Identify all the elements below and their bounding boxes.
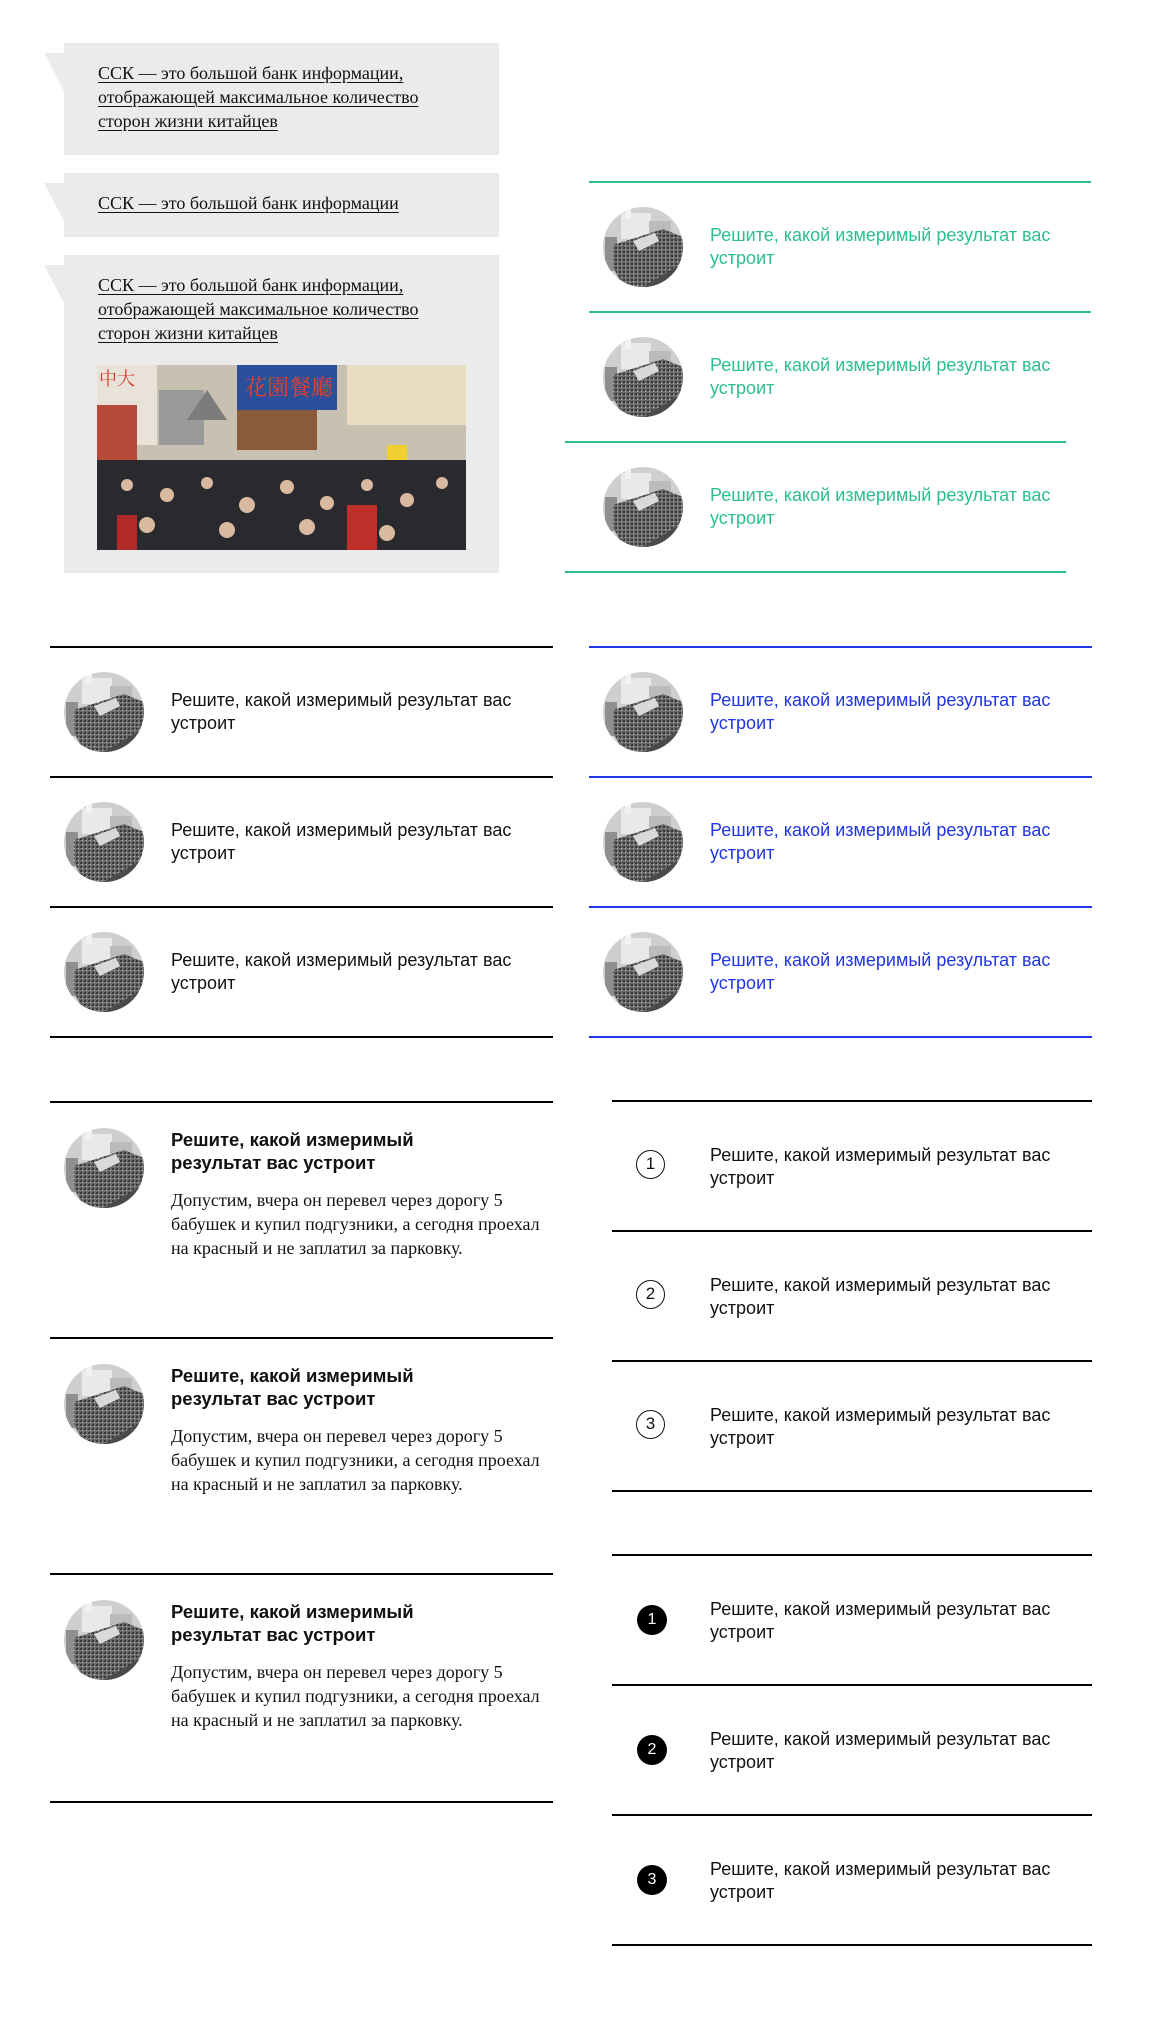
bubble-tail: [44, 53, 64, 91]
divider: [612, 1814, 1092, 1816]
number-badge-filled: 1: [637, 1605, 667, 1635]
number-badge-outline: 2: [636, 1280, 665, 1309]
divider: [612, 1100, 1092, 1102]
detail-title: Решите, какой измеримый результат вас устроит: [171, 1601, 414, 1645]
avatar: [64, 932, 144, 1012]
detail-body: [171, 1660, 551, 1732]
list-item-text: Решите, какой измеримый результат вас устроит: [171, 690, 512, 733]
avatar: [603, 337, 683, 417]
avatar: [603, 932, 683, 1012]
divider: [589, 646, 1092, 648]
avatar: [603, 672, 683, 752]
divider: [612, 1490, 1092, 1492]
detail-body: [171, 1188, 551, 1260]
list-item-text: Решите, какой измеримый результат вас устроит: [710, 355, 1051, 398]
detail-body-line: Допустим, вчера он перевел через дорогу 5 бабушек и купил подгузники, а сегодня проехал: [171, 1190, 540, 1234]
divider: [50, 1801, 553, 1803]
number-badge-filled: 3: [637, 1865, 667, 1895]
divider: [612, 1944, 1092, 1946]
avatar: [64, 1128, 144, 1208]
list-item-text: Решите, какой измеримый результат вас устроит: [710, 225, 1051, 268]
divider: [50, 1101, 553, 1103]
quote-bubble: [64, 43, 499, 155]
divider: [50, 1036, 553, 1038]
divider: [565, 571, 1066, 573]
list-item-text: Решите, какой измеримый результат вас устроит: [710, 820, 1051, 863]
list-item-text: Решите, какой измеримый результат вас устроит: [710, 950, 1051, 993]
list-item-text: Решите, какой измеримый результат вас устроит: [710, 1859, 1051, 1902]
avatar: [64, 1600, 144, 1680]
quote-link[interactable]: ССК — это большой банк информации: [98, 193, 399, 213]
bubble-tail: [44, 265, 64, 303]
avatar: [64, 672, 144, 752]
divider: [589, 1036, 1092, 1038]
detail-body-line: на красный и не заплатил за парковку.: [171, 1710, 463, 1730]
divider: [50, 776, 553, 778]
divider: [612, 1554, 1092, 1556]
divider: [565, 441, 1066, 443]
list-item-text: Решите, какой измеримый результат вас устроит: [710, 690, 1051, 733]
photo-sign-restaurant: 花園餐廳: [245, 376, 334, 401]
number-badge-filled: 2: [637, 1735, 667, 1765]
detail-body-line: Допустим, вчера он перевел через дорогу 5 бабушек и купил подгузники, а сегодня проехал: [171, 1426, 540, 1470]
detail-title: Решите, какой измеримый результат вас устроит: [171, 1365, 414, 1409]
list-item-text: Решите, какой измеримый результат вас устроит: [710, 1405, 1051, 1448]
list-item-text: Решите, какой измеримый результат вас устроит: [710, 1145, 1051, 1188]
avatar: [64, 1364, 144, 1444]
avatar: [64, 802, 144, 882]
divider: [50, 646, 553, 648]
detail-body: [171, 1424, 551, 1496]
quote-bubble: [64, 173, 499, 237]
divider: [589, 906, 1092, 908]
list-item-text: Решите, какой измеримый результат вас устроит: [171, 820, 512, 863]
divider: [50, 1573, 553, 1575]
divider: [612, 1684, 1092, 1686]
divider: [589, 776, 1092, 778]
divider: [589, 311, 1091, 313]
photo-sign-left: 中大: [99, 369, 135, 390]
avatar: [603, 802, 683, 882]
detail-body-line: на красный и не заплатил за парковку.: [171, 1474, 463, 1494]
detail-body-line: Допустим, вчера он перевел через дорогу 5 бабушек и купил подгузники, а сегодня проехал: [171, 1662, 540, 1706]
divider: [612, 1230, 1092, 1232]
list-item-text: Решите, какой измеримый результат вас устроит: [710, 1275, 1051, 1318]
divider: [50, 1337, 553, 1339]
divider: [589, 181, 1091, 183]
quote-bubble-with-photo: [64, 255, 499, 573]
list-item-text: Решите, какой измеримый результат вас устроит: [171, 950, 512, 993]
avatar: [603, 467, 683, 547]
divider: [50, 906, 553, 908]
detail-body-line: на красный и не заплатил за парковку.: [171, 1238, 463, 1258]
street-crowd-photo: [97, 365, 466, 550]
list-item-text: Решите, какой измеримый результат вас устроит: [710, 485, 1051, 528]
number-badge-outline: 3: [636, 1410, 665, 1439]
avatar: [603, 207, 683, 287]
list-item-text: Решите, какой измеримый результат вас устроит: [710, 1729, 1051, 1772]
divider: [612, 1360, 1092, 1362]
quote-link[interactable]: ССК — это большой банк информации, отображающей максимальное количество сторон жизни китайцев: [98, 275, 419, 343]
quote-link[interactable]: ССК — это большой банк информации, отображающей максимальное количество сторон жизни китайцев: [98, 63, 419, 131]
number-badge-outline: 1: [636, 1150, 665, 1179]
detail-title: Решите, какой измеримый результат вас устроит: [171, 1129, 414, 1173]
bubble-tail: [44, 183, 64, 221]
list-item-text: Решите, какой измеримый результат вас устроит: [710, 1599, 1051, 1642]
